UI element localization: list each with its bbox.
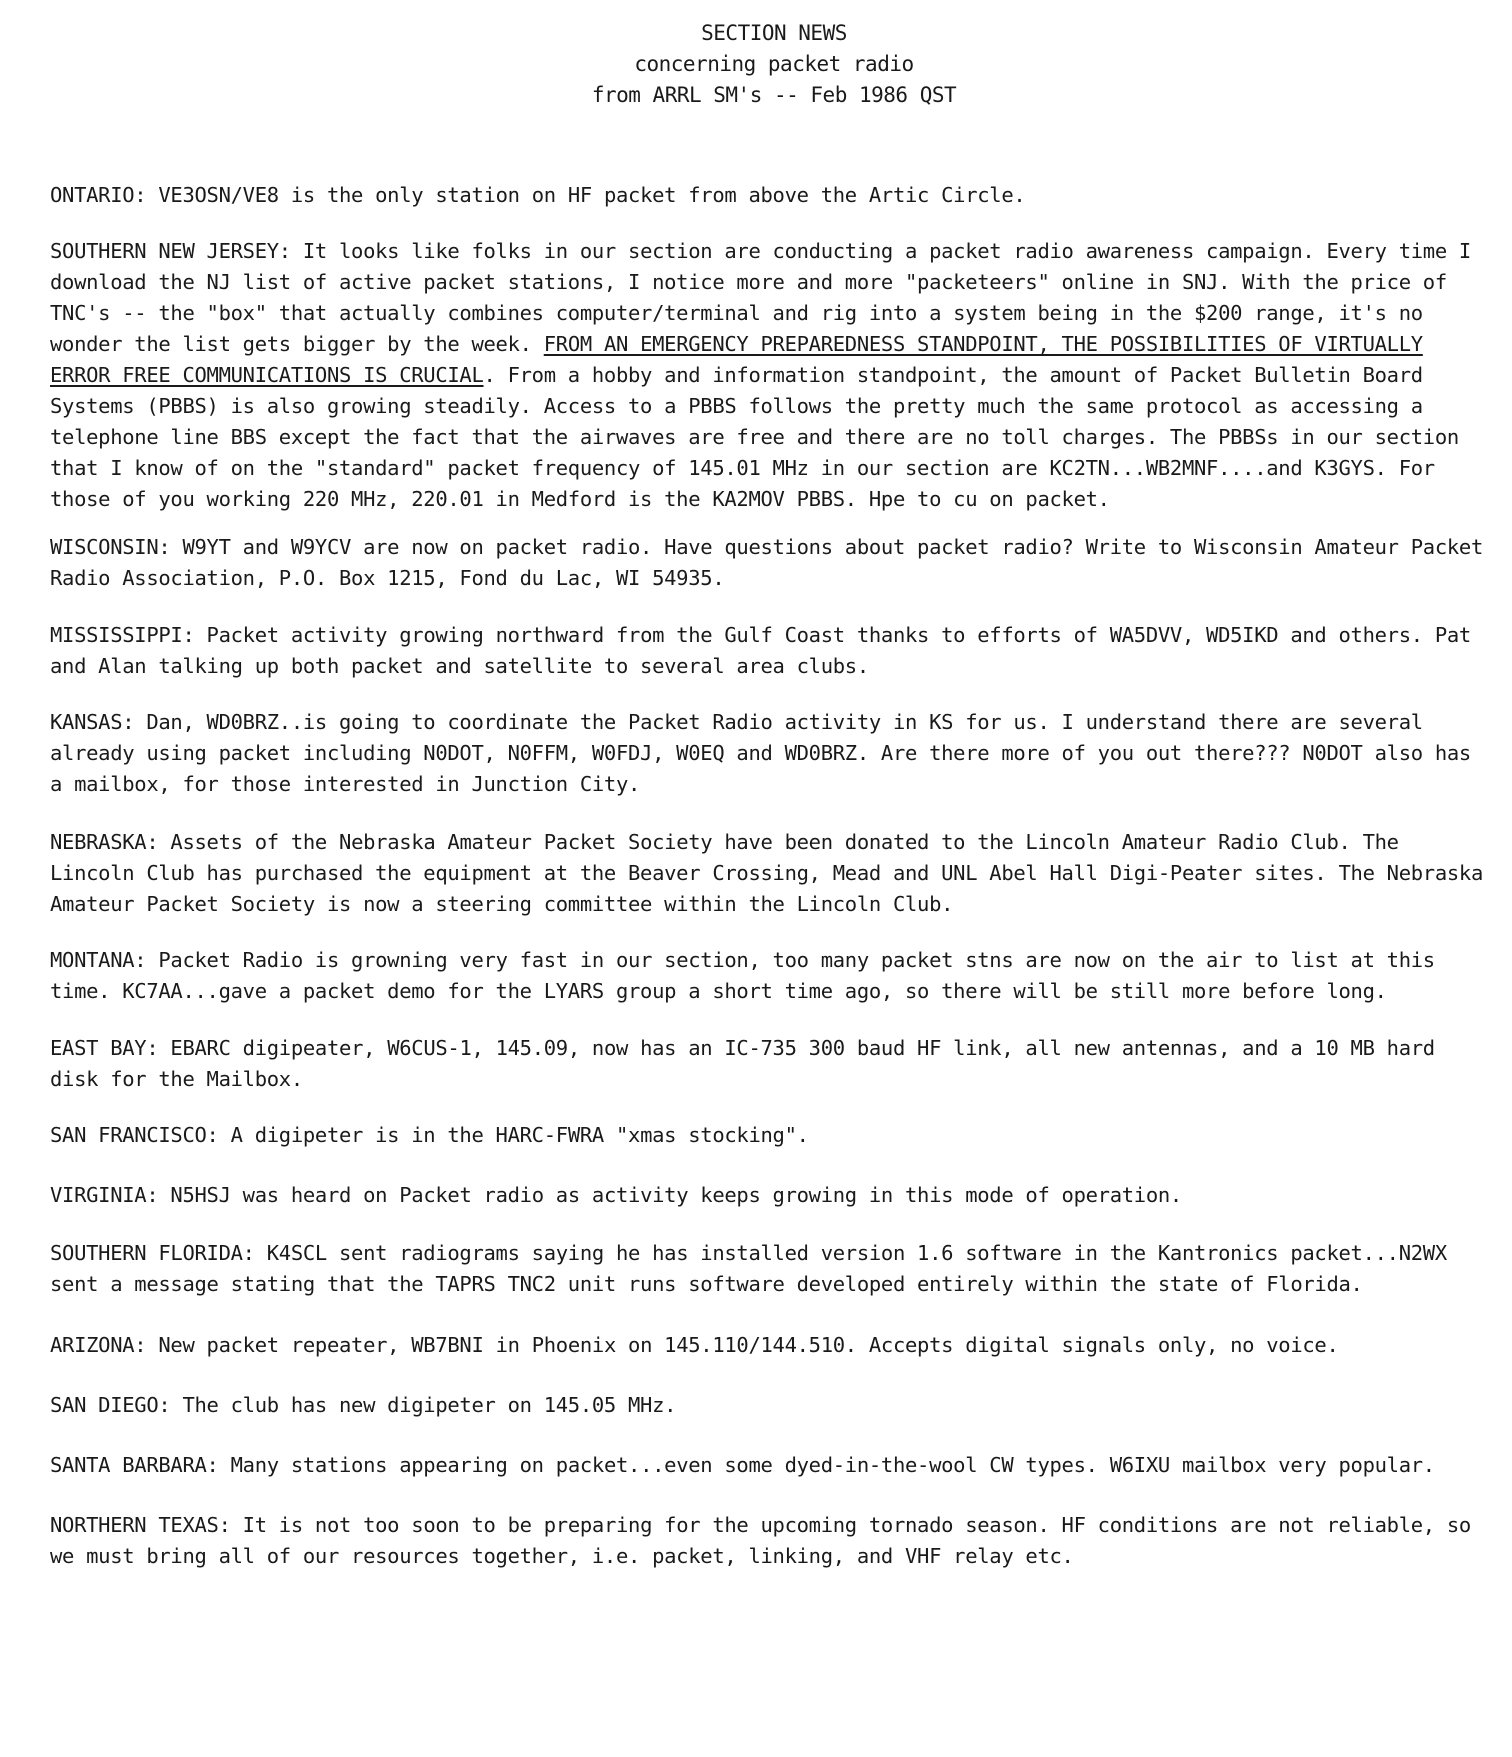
entry-text: N5HSJ was heard on Packet radio as activity keeps growing in this mode of operation. <box>158 1183 1182 1207</box>
entry-text: It is not too soon to be preparing for the upcoming tornado season. HF conditions are not reliable, so we must bring all of our resources together, i.e. packet, linking, and VHF relay etc. <box>50 1513 1471 1568</box>
news-entry-northern-texas <box>50 1510 1490 1572</box>
section-label: VIRGINIA: <box>50 1183 159 1207</box>
section-label: ONTARIO: <box>50 183 147 207</box>
news-entry-southern-new-jersey <box>50 236 1490 515</box>
entry-text: VE3OSN/VE8 is the only station on HF packet from above the Artic Circle. <box>146 183 1026 207</box>
news-entry-east-bay <box>50 1033 1490 1095</box>
entry-text: It looks like folks in our section are conducting a packet radio awareness campaign. Every time I download the NJ list of active packet stations, I notice more and more "packeteers" online in SNJ. With the price of TNC's -- the "box" that actually combines computer/terminal and rig into a system being in the $200 range, it's no wonder the list gets bigger by the week. <box>50 239 1471 356</box>
section-label: EAST BAY: <box>50 1036 159 1060</box>
entry-text: Assets of the Nebraska Amateur Packet Society have been donated to the Lincoln Amateur Radio Club. The Lincoln Club has purchased the equipment at the Beaver Crossing, Mead and UNL Abel Hall Digi-Peater sites. The Nebraska Amateur Packet Society is now a steering committee within the Lincoln Club. <box>50 830 1484 916</box>
section-label: SAN DIEGO: <box>50 1393 171 1417</box>
entry-text: New packet repeater, WB7BNI in Phoenix on 145.110/144.510. Accepts digital signals only, no voice. <box>146 1333 1339 1357</box>
section-label: MONTANA: <box>50 948 147 972</box>
news-entry-mississippi <box>50 620 1490 682</box>
entry-text: A digipeter is in the HARC-FWRA "xmas stocking". <box>218 1123 809 1147</box>
section-label: KANSAS: <box>50 710 135 734</box>
section-label: NORTHERN TEXAS: <box>50 1513 231 1537</box>
entry-text-continued: . From a hobby and information standpoint, the amount of Packet Bulletin Board Systems (PBBS) is also growing steadily. Access to a PBBS follows the pretty much the same protocol as accessing a telephone line BBS except the fact that the airwaves are free and there are no toll charges. The PBBSs in our section that I know of on the "standard" packet frequency of 145.01 MHz in our section are KC2TN...WB2MNF....and K3GYS. For those of you working 220 MHz, 220.01 in Medford is the KA2MOV PBBS. Hpe to cu on packet. <box>50 363 1459 511</box>
section-label: SOUTHERN FLORIDA: <box>50 1241 255 1265</box>
section-label: SAN FRANCISCO: <box>50 1123 219 1147</box>
document-header <box>0 18 1512 111</box>
news-entry-santa-barbara <box>50 1450 1490 1481</box>
entry-text: W9YT and W9YCV are now on packet radio. Have questions about packet radio? Write to Wisconsin Amateur Packet Radio Association, P.O. Box 1215, Fond du Lac, WI 54935. <box>50 535 1484 590</box>
entry-text: Many stations appearing on packet...even some dyed-in-the-wool CW types. W6IXU mailbox very popular. <box>218 1453 1435 1477</box>
section-label: MISSISSIPPI: <box>50 623 195 647</box>
news-entry-kansas <box>50 707 1490 800</box>
entry-text: The club has new digipeter on 145.05 MHz. <box>170 1393 677 1417</box>
section-label: SANTA BARBARA: <box>50 1453 219 1477</box>
page-subtitle: concerning packet radio <box>634 52 914 76</box>
news-entry-nebraska <box>50 827 1490 920</box>
section-label: SOUTHERN NEW JERSEY: <box>50 239 291 263</box>
news-entry-wisconsin <box>50 532 1490 594</box>
entry-text: Packet activity growing northward from the Gulf Coast thanks to efforts of WA5DVV, WD5IKD and others. Pat and Alan talking up both packet and satellite to several area clubs. <box>50 623 1471 678</box>
news-entry-san-diego <box>50 1390 1490 1421</box>
news-entry-southern-florida <box>50 1238 1490 1300</box>
section-label: WISCONSIN: <box>50 535 171 559</box>
news-entry-ontario <box>50 180 1490 211</box>
section-label: ARIZONA: <box>50 1333 147 1357</box>
news-entry-arizona <box>50 1330 1490 1361</box>
news-entry-san-francisco <box>50 1120 1490 1151</box>
news-entry-montana <box>50 945 1490 1007</box>
news-entry-virginia <box>50 1180 1490 1211</box>
page-title: SECTION NEWS <box>701 21 847 45</box>
source-line: from ARRL SM's -- Feb 1986 QST <box>591 83 957 107</box>
entry-text: EBARC digipeater, W6CUS-1, 145.09, now has an IC-735 300 baud HF link, all new antennas, and a 10 MB hard disk for the Mailbox. <box>50 1036 1435 1091</box>
emphasized-text: FROM AN EMERGENCY PREPAREDNESS STANDPOINT, THE POSSIBILITIES OF VIRTUALLY ERROR FREE COMMUNICATIONS IS CRUCIAL <box>50 332 1423 387</box>
entry-text: Dan, WD0BRZ..is going to coordinate the Packet Radio activity in KS for us. I understand there are several already using packet including N0DOT, N0FFM, W0FDJ, W0EQ and WD0BRZ. Are there more of you out there??? N0DOT also has a mailbox, for those interested in Junction City. <box>50 710 1471 796</box>
entry-text: K4SCL sent radiograms saying he has installed version 1.6 software in the Kantronics packet...N2WX sent a message stating that the TAPRS TNC2 unit runs software developed entirely within the state of Florida. <box>50 1241 1447 1296</box>
section-label: NEBRASKA: <box>50 830 159 854</box>
entry-text: Packet Radio is growning very fast in our section, too many packet stns are now on the air to list at this time. KC7AA...gave a packet demo for the LYARS group a short time ago, so there will be still more before long. <box>50 948 1435 1003</box>
